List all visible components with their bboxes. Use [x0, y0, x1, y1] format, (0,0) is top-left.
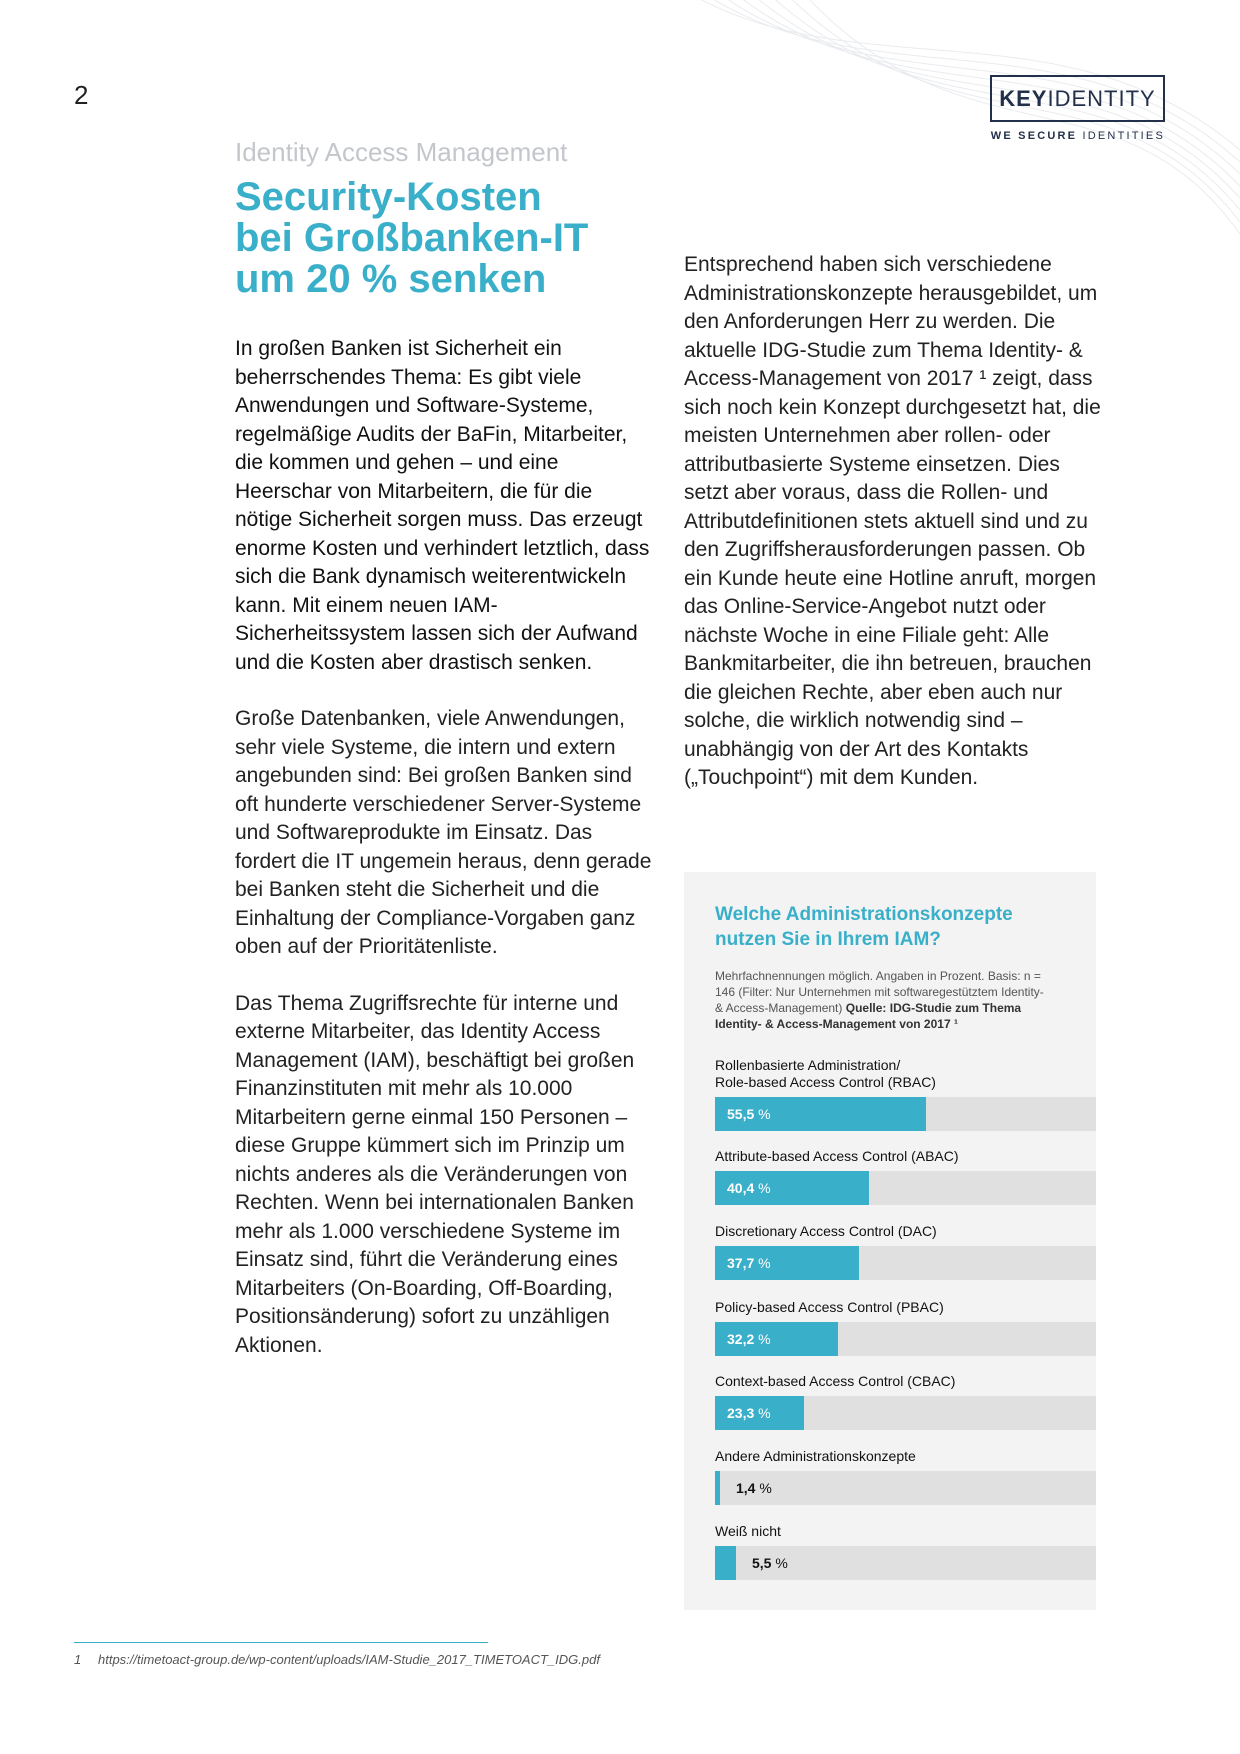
headline-line: um 20 % senken — [235, 257, 547, 301]
study-reference: IDG-Studie zum Thema Identity- & Access-Management von 2017 ¹ — [684, 338, 1083, 390]
bar-category-label — [715, 1148, 1096, 1165]
lead-paragraph: In großen Banken ist Sicherheit ein beherrschendes Thema: Es gibt viele Anwendungen und Software-Systeme, regelmäßige Audits der BaFin, Mitarbeiter, die kommen und gehen – und eine Heerschar von Mitarbeitern, die für die nötige Sicherheit sorgen muss. Das erzeugt enorme Kosten und verhindert letztlich, dass sich die Bank dynamisch weiterentwickeln kann. Mit einem neuen IAM-Sicherheitssystem lassen sich der Aufwand und die Kosten aber drastisch senken. — [235, 337, 650, 674]
bar-fill — [715, 1471, 720, 1505]
body-paragraph: Das Thema Zugriffsrechte für interne und externe Mitarbeiter, das Identity Access Management (IAM), beschäftigt bei großen Finanzinstituten mit mehr als 10.000 Mitarbeitern gerne einmal 150 Personen – diese Gruppe kümmert sich im Prinzip um nichts anderes als die Veränderungen von Rechten. Wenn bei internationalen Banken mehr als 1.000 verschiedene Systeme im Einsatz sind, führt die Veränderung eines Mitarbeiters (On-Boarding, Off-Boarding, Positionsänderung) sofort zu unzähligen Aktionen. — [235, 991, 635, 1357]
bar-value-number: 37,7 — [727, 1255, 755, 1271]
bar-category-line: Context-based Access Control (CBAC) — [715, 1373, 956, 1389]
bar-track — [715, 1246, 1096, 1280]
bar-category-label — [715, 1223, 1096, 1240]
bar-value-label — [727, 1097, 771, 1131]
bar-value-number: 1,4 — [736, 1480, 756, 1496]
right-column — [684, 251, 1104, 793]
chart-note — [715, 968, 1055, 1032]
bar-category-label — [715, 1299, 1096, 1316]
headline-line: Security-Kosten — [235, 175, 542, 219]
article-headline — [235, 177, 655, 300]
bar-value-label — [736, 1471, 772, 1505]
bar-value-label — [752, 1546, 788, 1580]
chart-row — [715, 1448, 1096, 1496]
bar-track — [715, 1322, 1096, 1356]
footnote — [74, 1652, 600, 1667]
bar-category-line: Role-based Access Control (RBAC) — [715, 1074, 936, 1090]
logo-key: KEY — [999, 85, 1048, 111]
bar-category-label — [715, 1373, 1096, 1390]
bar-category-line: Policy-based Access Control (PBAC) — [715, 1299, 944, 1315]
article-kicker: Identity Access Management — [235, 137, 568, 167]
chart-row — [715, 1057, 1096, 1122]
bar-value-label — [727, 1246, 771, 1280]
page-number: 2 — [74, 80, 89, 110]
paragraph-intro: Entsprechend haben sich verschiedene Administrationskonzepte herausgebildet, um den Anforderungen Herr zu werden. Die aktuelle — [684, 253, 1098, 362]
bar-category-line: Rollenbasierte Administration/ — [715, 1057, 901, 1073]
bar-value-number: 40,4 — [727, 1180, 755, 1196]
bar-category-line: Weiß nicht — [715, 1523, 781, 1539]
bar-value-unit: % — [771, 1555, 788, 1571]
keyidentity-logo — [990, 75, 1165, 142]
left-column — [235, 335, 655, 1388]
bar-category-label — [715, 1448, 1096, 1465]
footnote-divider — [74, 1642, 488, 1643]
bar-track — [715, 1396, 1096, 1430]
bar-value-number: 55,5 — [727, 1106, 755, 1122]
bar-fill — [715, 1546, 736, 1580]
chart-row — [715, 1223, 1096, 1271]
logo-wordmark — [990, 75, 1165, 122]
headline-line: bei Großbanken-IT — [235, 216, 589, 260]
tagline-regular: IDENTITIES — [1082, 130, 1165, 142]
bar-value-unit: % — [754, 1405, 771, 1421]
paragraph-rest: zeigt, dass sich noch kein Konzept durchgesetzt hat, die meisten Unternehmen aber rollen- oder attributbasierte Systeme einsetzen. Dies setzt aber voraus, dass die Rollen- und Attributdefinitionen stets aktuell sind und zu den Zugriffsherausforderungen passen. Ob ein Kunde heute eine Hotline anruft, morgen das Online-Service-Angebot nutzt oder nächste Woche in eine Filiale geht: Alle Bankmitarbeiter, die ihn betreuen, brauchen die gleichen Rechte, aber eben auch nur solche, die wirklich notwendig sind – unabhängig von der Art des Kontakts („Touchpoint“) mit dem Kunden. — [684, 367, 1101, 789]
bar-value-unit: % — [754, 1255, 771, 1271]
bar-track — [715, 1097, 1096, 1131]
bar-category-label — [715, 1523, 1096, 1540]
bar-category-line: Attribute-based Access Control (ABAC) — [715, 1148, 959, 1164]
footnote-url[interactable]: https://timetoact-group.de/wp-content/uploads/IAM-Studie_2017_TIMETOACT_IDG.pdf — [98, 1652, 600, 1667]
bar-value-number: 32,2 — [727, 1331, 755, 1347]
footnote-number: 1 — [74, 1652, 82, 1667]
chart-basis: Mehrfachnennungen möglich. Angaben in Prozent. Basis: n = 146 (Filter: Nur Unternehmen mit softwaregestütztem Identity- & Access-Management) — [715, 969, 1044, 1015]
bar-value-unit: % — [754, 1180, 771, 1196]
logo-tagline — [990, 130, 1165, 142]
bar-value-label — [727, 1322, 771, 1356]
bar-value-unit: % — [755, 1480, 772, 1496]
chart-row — [715, 1373, 1096, 1421]
bar-track — [715, 1171, 1096, 1205]
survey-bar-chart — [684, 872, 1096, 1610]
chart-row — [715, 1523, 1096, 1571]
tagline-bold: WE SECURE — [990, 130, 1078, 142]
body-paragraph: Große Datenbanken, viele Anwendungen, sehr viele Systeme, die intern und extern angebunden sind: Bei großen Banken sind oft hunderte verschiedener Server-Systeme und Softwareprodukte im Einsatz. Das fordert die IT ungemein heraus, denn gerade bei Banken steht die Sicherheit und die Einhaltung der Compliance-Vorgaben ganz oben auf der Prioritätenliste. — [235, 707, 652, 958]
bar-category-label — [715, 1057, 1096, 1091]
chart-row — [715, 1148, 1096, 1196]
bar-value-unit: % — [754, 1106, 771, 1122]
bar-value-label — [727, 1171, 771, 1205]
bar-category-line: Andere Administrationskonzepte — [715, 1448, 916, 1464]
logo-identity: IDENTITY — [1047, 85, 1156, 111]
bar-value-label — [727, 1396, 771, 1430]
body-paragraph — [684, 251, 1104, 793]
chart-source: Quelle: IDG-Studie zum Thema Identity- & Access-Management von 2017 ¹ — [715, 1001, 1022, 1031]
bar-value-number: 23,3 — [727, 1405, 755, 1421]
bar-track — [715, 1471, 1096, 1505]
chart-row — [715, 1299, 1096, 1347]
bar-value-unit: % — [754, 1331, 771, 1347]
bar-value-number: 5,5 — [752, 1555, 772, 1571]
bar-track — [715, 1546, 1096, 1580]
chart-title: Welche Administrationskonzepte nutzen Sie in Ihrem IAM? — [715, 904, 1013, 950]
bar-category-line: Discretionary Access Control (DAC) — [715, 1223, 937, 1239]
